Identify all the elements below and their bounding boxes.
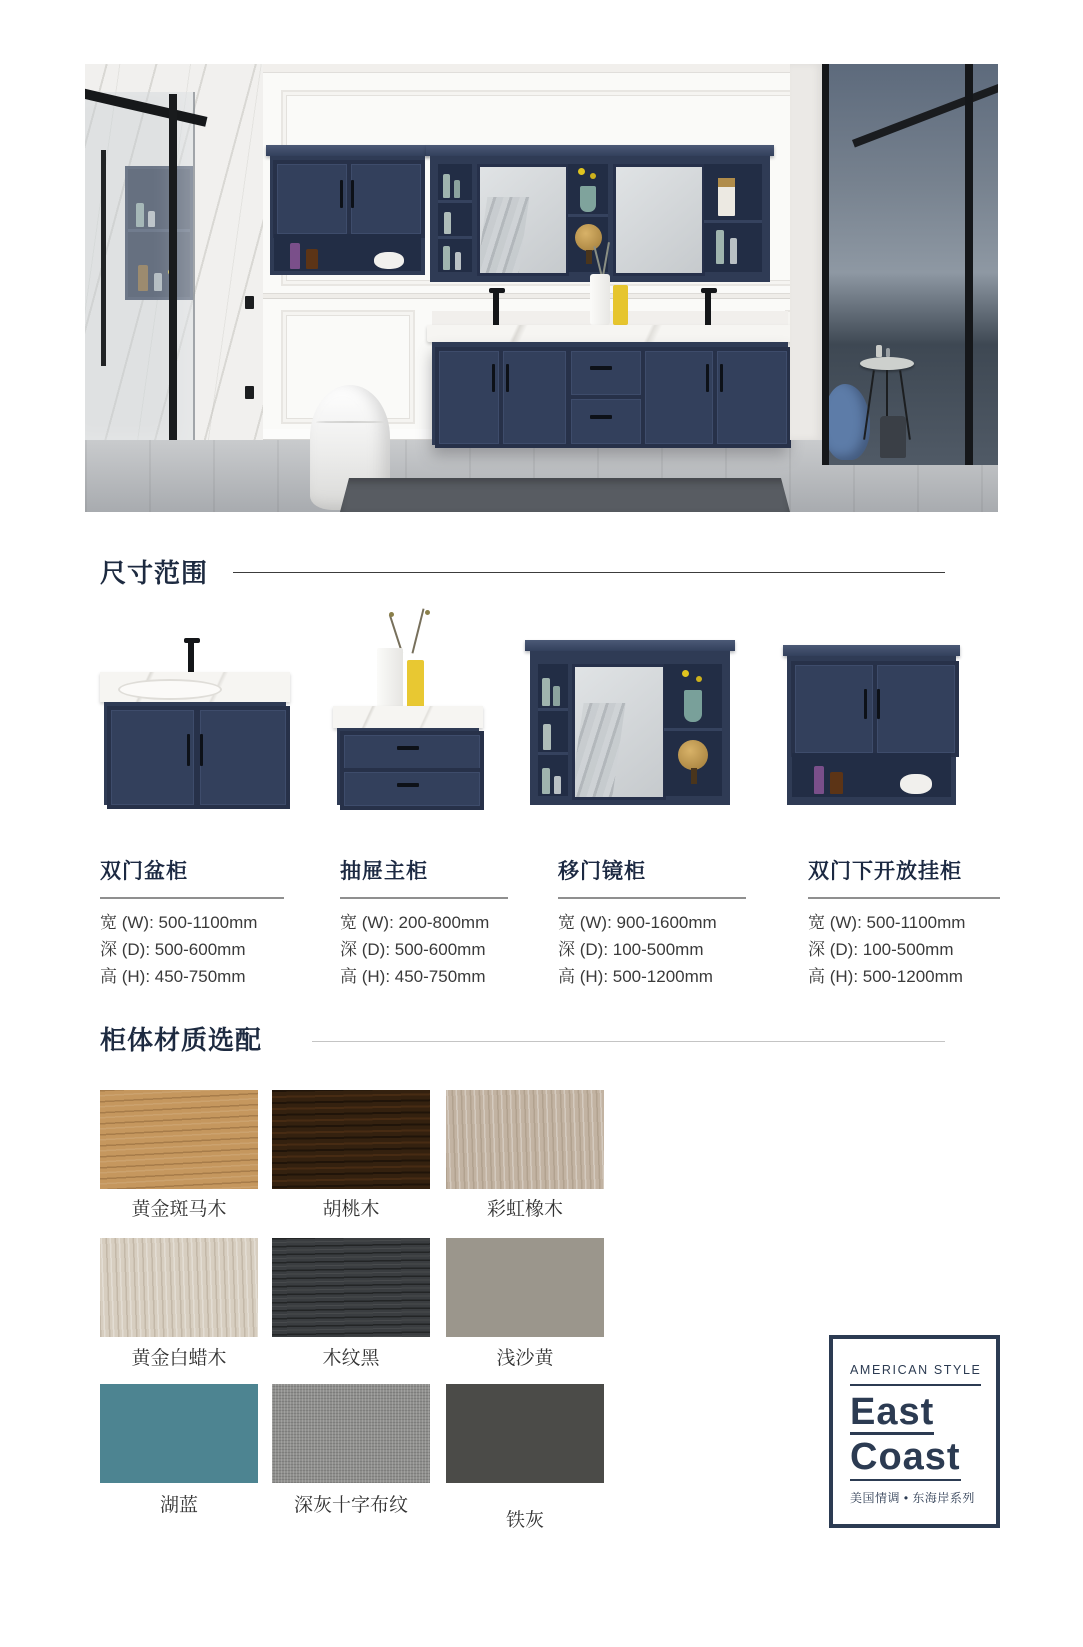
dim-height: 高 (H): 450-750mm xyxy=(100,967,246,986)
bottle xyxy=(444,212,451,234)
bottle xyxy=(454,180,460,198)
material-label: 黄金白蜡木 xyxy=(131,1348,227,1369)
size-card-basin-cabinet xyxy=(100,855,284,990)
round-gold-mirror xyxy=(575,224,602,251)
material-swatch-iron-gray xyxy=(446,1384,604,1483)
material-label: 深灰十字布纹 xyxy=(293,1495,408,1516)
thumb-basin-cabinet xyxy=(100,638,290,805)
material-label: 木纹黑 xyxy=(322,1348,380,1369)
hero-bathroom-photo xyxy=(85,64,998,512)
side-table xyxy=(860,357,914,370)
dim-width: 宽 (W): 500-1100mm xyxy=(808,913,966,932)
decor-ornament xyxy=(900,774,932,794)
window-mullion xyxy=(852,79,998,147)
thumb-drawer-cabinet xyxy=(333,608,483,805)
material-label: 黄金斑马木 xyxy=(131,1199,227,1220)
dim-depth: 深 (D): 500-600mm xyxy=(100,940,246,959)
bottle xyxy=(443,174,450,198)
material-swatch-gray-cross-fabric xyxy=(272,1384,430,1483)
perfume-bottle xyxy=(290,243,300,269)
window-side-wall xyxy=(790,64,822,440)
bottle xyxy=(716,230,724,264)
yellow-flower xyxy=(578,168,585,175)
mirror-handle xyxy=(586,250,592,264)
white-vase xyxy=(377,648,403,710)
title-underline xyxy=(808,897,1000,899)
material-label: 铁灰 xyxy=(505,1510,544,1531)
logo-subtitle: 美国情调 • 东海岸系列 xyxy=(850,1491,975,1505)
brand-logo xyxy=(829,1335,1000,1528)
shower-frame-vertical-bar xyxy=(169,94,177,440)
gold-cap xyxy=(718,178,735,187)
dim-width: 宽 (W): 900-1600mm xyxy=(558,913,717,932)
glass-vase xyxy=(580,186,596,212)
decor-ornament xyxy=(374,252,404,269)
window-frame-bar xyxy=(822,64,829,465)
bottle xyxy=(455,252,461,270)
faucet xyxy=(493,288,499,326)
round-gold-mirror xyxy=(678,740,708,770)
backsplash xyxy=(432,311,788,325)
shower-handle-bar xyxy=(101,150,106,366)
material-label: 胡桃木 xyxy=(322,1199,380,1220)
size-card-wall-cabinet xyxy=(808,855,1000,990)
size-card-drawer-cabinet xyxy=(340,855,508,990)
dim-height: 高 (H): 450-750mm xyxy=(340,967,486,986)
glass-hinge xyxy=(245,386,254,399)
material-swatch-walnut xyxy=(272,1090,430,1189)
size-section-title: 尺寸范围 xyxy=(100,558,209,588)
material-swatch-golden-ash xyxy=(100,1238,258,1337)
dim-width: 宽 (W): 200-800mm xyxy=(340,913,490,932)
basin xyxy=(118,679,222,700)
product-name: 双门盆柜 xyxy=(100,860,188,883)
product-name: 移门镜柜 xyxy=(558,860,646,883)
size-section-rule xyxy=(233,572,945,573)
yellow-flower xyxy=(682,670,689,677)
bottle xyxy=(730,238,737,264)
yellow-vase xyxy=(407,660,424,710)
bottle xyxy=(886,348,890,357)
product-name: 抽屉主柜 xyxy=(340,860,428,883)
material-swatch-rainbow-oak xyxy=(446,1090,604,1189)
glass-vase xyxy=(684,690,702,722)
crown-molding xyxy=(263,64,822,73)
white-vase xyxy=(590,274,610,325)
bottle xyxy=(876,345,882,357)
title-underline xyxy=(340,897,508,899)
mirror xyxy=(572,664,666,800)
material-swatch-woodgrain-black xyxy=(272,1238,430,1337)
perfume-bottle xyxy=(306,249,318,269)
flower-branch xyxy=(411,608,424,653)
dim-height: 高 (H): 500-1200mm xyxy=(808,967,963,986)
dim-depth: 深 (D): 100-500mm xyxy=(808,940,954,959)
yellow-vase xyxy=(613,285,628,325)
title-underline xyxy=(100,897,284,899)
dim-depth: 深 (D): 500-600mm xyxy=(340,940,486,959)
material-section-rule xyxy=(312,1041,945,1042)
window-mullion xyxy=(965,64,973,465)
floor-rug xyxy=(340,478,790,512)
countertop xyxy=(333,706,483,728)
material-swatch-light-sand xyxy=(446,1238,604,1337)
dim-height: 高 (H): 500-1200mm xyxy=(558,967,713,986)
floor-window xyxy=(822,64,998,465)
material-swatch-lake-blue xyxy=(100,1384,258,1483)
bottle xyxy=(443,246,450,270)
perfume-bottle xyxy=(830,772,843,794)
mirror-left xyxy=(477,164,569,276)
logo-line2: Coast xyxy=(850,1437,961,1481)
glass-hinge xyxy=(245,296,254,309)
perfume-bottle xyxy=(814,766,824,794)
stool xyxy=(880,416,906,458)
logo-line1: East xyxy=(850,1391,935,1433)
faucet xyxy=(705,288,711,326)
material-swatch-golden-zebra-wood xyxy=(100,1090,258,1189)
material-label: 浅沙黄 xyxy=(496,1348,554,1369)
dim-depth: 深 (D): 100-500mm xyxy=(558,940,704,959)
material-section-title: 柜体材质选配 xyxy=(100,1025,263,1055)
product-name: 双门下开放挂柜 xyxy=(808,860,962,883)
yellow-flower xyxy=(696,676,702,682)
logo-tagline: AMERICAN STYLE xyxy=(850,1363,981,1386)
material-label: 湖蓝 xyxy=(159,1495,198,1516)
size-card-mirror-cabinet xyxy=(558,855,746,990)
mirror-handle xyxy=(691,768,697,784)
title-underline xyxy=(558,897,746,899)
yellow-flower xyxy=(590,173,596,179)
dim-width: 宽 (W): 500-1100mm xyxy=(100,913,258,932)
seated-person xyxy=(824,384,870,460)
mirror-right xyxy=(613,164,705,276)
material-label: 彩虹橡木 xyxy=(486,1199,563,1220)
thumb-mirror-cabinet xyxy=(525,640,735,805)
countertop xyxy=(427,325,793,342)
thumb-wall-cabinet xyxy=(783,645,960,805)
